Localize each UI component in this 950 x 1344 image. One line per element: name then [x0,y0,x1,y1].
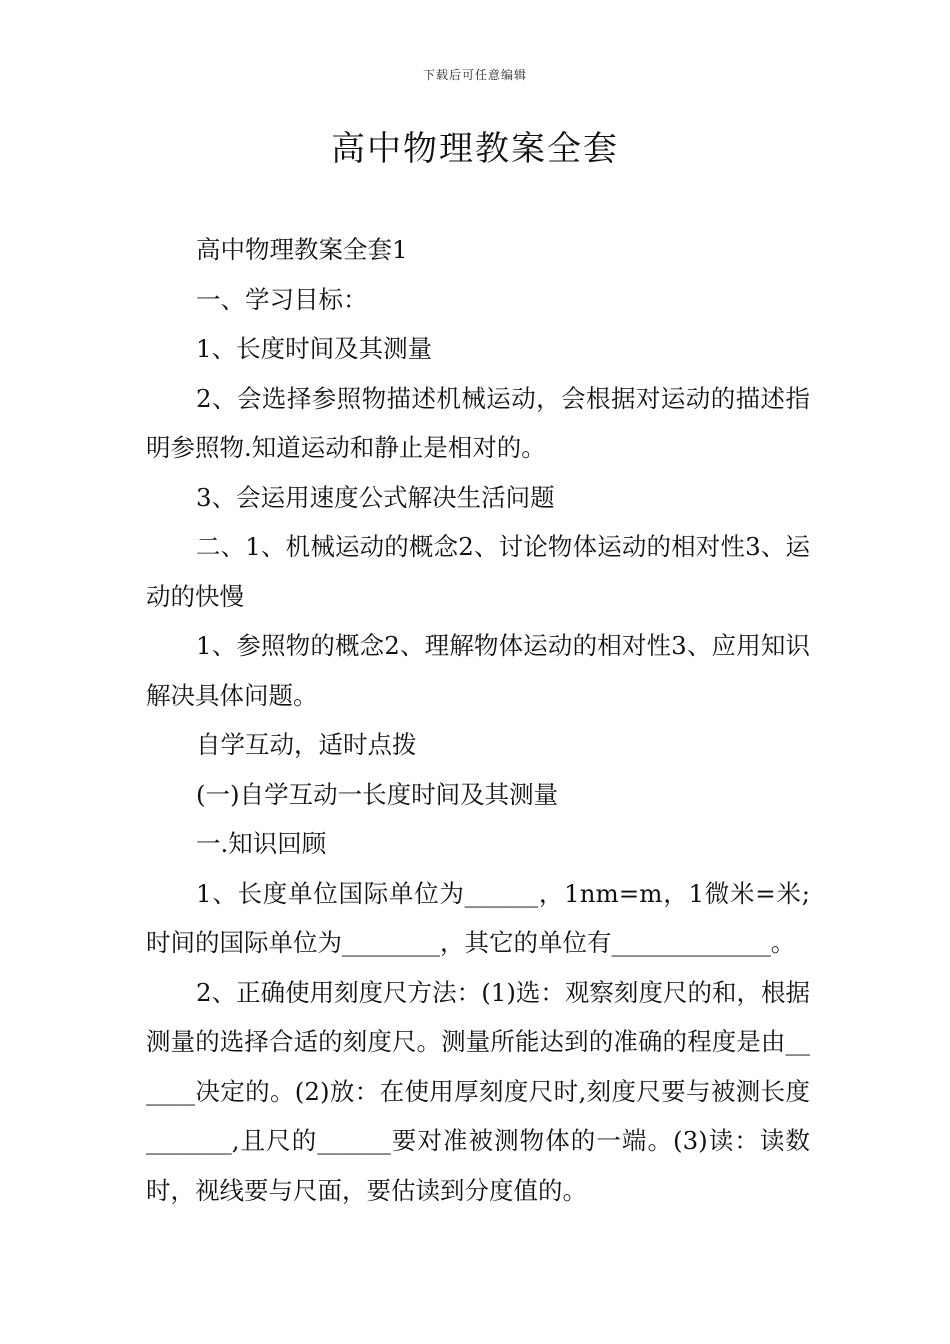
paragraph-goal-2: 2、会选择参照物描述机械运动，会根据对运动的描述指明参照物.知道运动和静止是相对的。 [146,383,810,462]
document-body [146,225,810,1215]
paragraph-difficulties: 1、参照物的概念2、理解物体运动的相对性3、应用知识解决具体问题。 [146,631,810,710]
paragraph-goal-1: 1、长度时间及其测量 [196,334,433,363]
paragraph-question-2: 2、正确使用刻度尺方法：(1)选：观察刻度尺的和，根据测量的选择合适的刻度尺。测量所能达到的准确的程度是由______决定的。(2)放：在使用厚刻度尺时,刻度尺要与被测长度_______,且尺的______要对准被测物体的一端。(3)读：读数时，视线要与尺面，要估读到分度值的。 [146,977,810,1205]
header-note: 下载后可任意编辑 [422,68,527,82]
paragraph-self-study: 自学互动，适时点拨 [196,730,417,759]
paragraph-self-study-one: (一)自学互动一长度时间及其测量 [196,779,559,809]
paragraph-knowledge-review: 一.知识回顾 [196,829,327,858]
paragraph-learning-goals: 一、学习目标： [196,284,368,314]
paragraph-goal-3: 3、会运用速度公式解决生活问题 [196,482,555,512]
document-title: 高中物理教案全套 [331,129,619,169]
paragraph-key-points: 二、1、机械运动的概念2、讨论物体运动的相对性3、运动的快慢 [146,532,810,611]
paragraph-question-1: 1、长度单位国际单位为______，1nm=m，1微米=米;时间的国际单位为________，其它的单位有_____________。 [146,878,810,957]
paragraph-section-title: 高中物理教案全套1 [196,235,408,264]
